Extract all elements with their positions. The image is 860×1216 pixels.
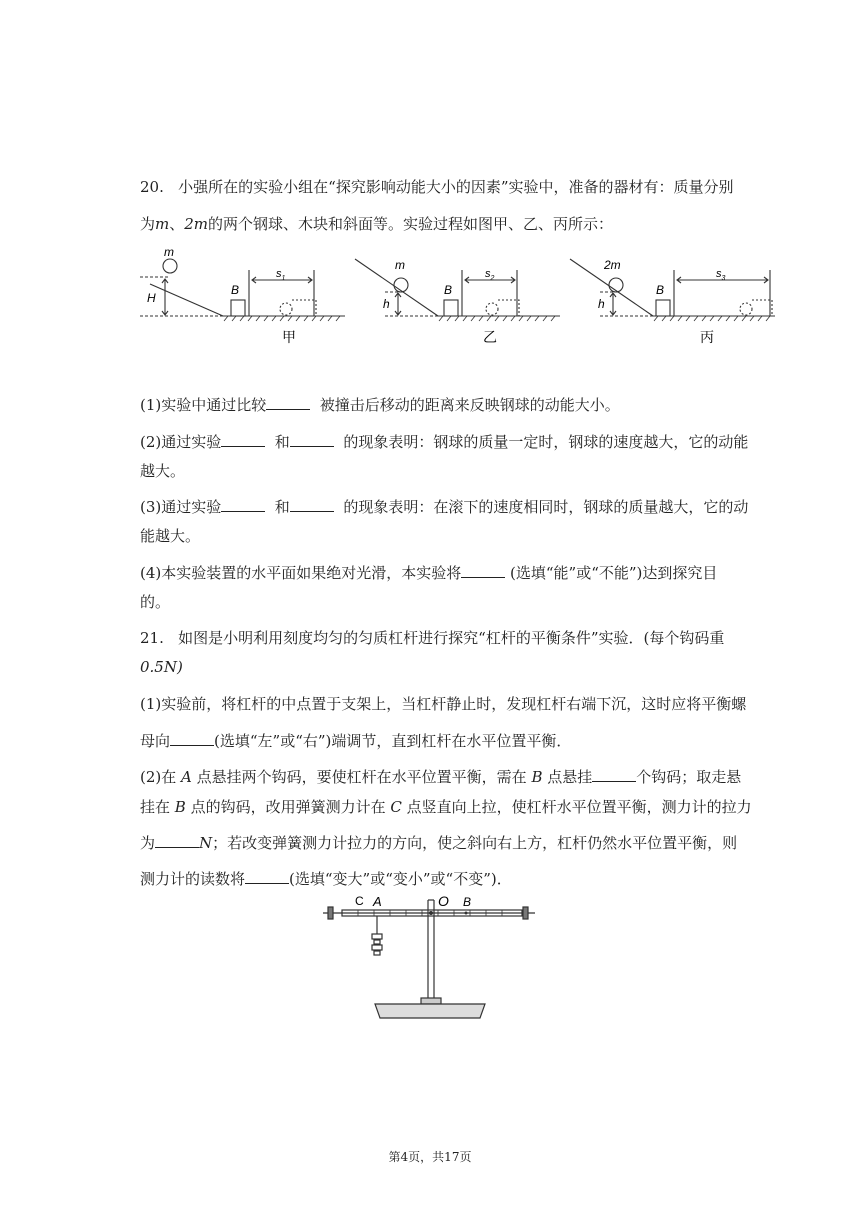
answer-blank-21-1[interactable] [170,731,214,746]
q20-text-2b: 、 [169,215,185,233]
panel-bing-caption: 丙 [700,329,714,345]
answer-blank-20-1[interactable] [266,395,310,410]
panel-bing-distance-label: $s_3$ [716,268,726,282]
q21-p2-text-c: 点悬挂 [547,768,593,786]
q20-number: 20. [140,178,164,196]
q20-mass-m: m [155,215,170,233]
answer-blank-21-2b[interactable] [155,833,199,848]
q20-part-3 [140,497,760,517]
q21-line-2 [140,657,760,677]
answer-blank-20-3b[interactable] [290,497,334,512]
answer-blank-20-2b[interactable] [290,432,334,447]
q21-point-C: C [390,798,402,816]
q20-p2-text-d: 越大。 [140,462,186,480]
panel-jia-ball-label: m [164,245,174,259]
answer-blank-20-4[interactable] [461,563,505,578]
q20-p1-text-a: (1)实验中通过比较 [140,396,267,414]
q21-p2-text-k: (选填“变大”或“变小”或“不变”)． [289,870,512,888]
q21-point-A: A [181,768,192,786]
q20-line-1 [140,177,760,197]
q21-p2-text-i: ；若改变弹簧测力计拉力的方向，使之斜向右上方，杠杆仍然水平位置平衡，则 [212,834,738,852]
q20-p4-text-b: (选填“能”或“不能”)达到探究目 [510,564,718,582]
q20-p2-text-a: (2)通过实验 [140,433,222,451]
lever-label-o: O [438,893,449,909]
q21-p2-text-f: 点的钩码，改用弹簧测力计在 [190,798,386,816]
q20-part-2 [140,432,760,452]
q21-part-2-line-4 [140,869,760,889]
q21-lever-figure [320,890,540,1022]
q20-mass-2m: 2m [184,215,209,233]
q21-p1-text-b: 母向 [140,732,171,750]
q21-number: 21. [140,629,164,647]
panel-jia [140,259,345,321]
panel-yi-height-label: h [383,297,390,311]
point-b-dot [465,912,468,915]
answer-blank-20-3a[interactable] [221,497,265,512]
panel-jia-distance-label: $s_1$ [276,268,286,282]
q21-line-1 [140,628,760,648]
q21-p2-text-d: 个钩码；取走悬 [636,768,742,786]
panel-jia-height-label: H [147,291,156,305]
q21-text-2: 0.5N) [140,658,183,676]
q21-p1-text-a: (1)实验前，将杠杆的中点置于支架上，当杠杆静止时，发现杠杆右端下沉，这时应将平衡螺 [140,695,747,713]
q21-part-2-line-2 [140,797,760,817]
q20-line-2 [140,214,760,234]
q20-text-1: 小强所在的实验小组在“探究影响动能大小的因素”实验中，准备的器材有：质量分别 [178,178,734,196]
panel-bing-block-label: B [656,283,665,297]
panel-yi-distance-label: $s_2$ [485,268,495,282]
q21-unit-N: N [199,834,213,852]
panel-bing [570,258,775,345]
q21-p2-text-a: (2)在 [140,768,177,786]
lever-label-c: C [355,894,364,908]
q21-p2-text-g: 点竖直向上拉，使杠杆水平位置平衡，测力计的拉力 [406,798,752,816]
q20-p3-text-b: 和 [274,498,290,516]
q21-p2-text-h: 为 [140,834,156,852]
answer-blank-20-2a[interactable] [221,432,265,447]
lever-label-b: B [463,895,472,909]
panel-yi [355,258,560,345]
q21-text-1: 如图是小明利用刻度均匀的匀质杠杆进行探究“杠杆的平衡条件”实验．(每个钩码重 [178,629,725,647]
panel-yi-ball-label: m [395,258,405,272]
q20-figure [140,244,780,359]
q21-part-2 [140,767,760,787]
q21-p1-text-c: (选填“左”或“右”)端调节，直到杠杆在水平位置平衡． [214,732,572,750]
q20-p4-text-a: (4)本实验装置的水平面如果绝对光滑，本实验将 [140,564,462,582]
q20-p3-text-a: (3)通过实验 [140,498,222,516]
answer-blank-21-2c[interactable] [245,869,289,884]
pivot-point [429,911,433,915]
q20-p3-text-c: 的现象表明：在滚下的速度相同时，钢球的质量越大，它的动 [343,498,749,516]
panel-jia-block-label: B [231,283,240,297]
q20-text-2c: 的两个钢球、木块和斜面等。实验过程如图甲、乙、丙所示： [208,215,614,233]
q20-part-4-cont [140,592,760,612]
panel-bing-ball-label: 2m [604,258,621,272]
q20-part-1 [140,395,760,415]
panel-jia-caption: 甲 [282,329,296,345]
q21-part-1 [140,694,760,714]
panel-yi-caption: 乙 [483,329,497,345]
panel-yi-block-label: B [444,283,453,297]
q21-p2-text-j: 测力计的读数将 [140,870,246,888]
q21-part-2-line-3 [140,833,760,853]
q20-p2-text-b: 和 [274,433,290,451]
q21-p2-text-b: 点悬挂两个钩码，要使杠杆在水平位置平衡，需在 [196,768,527,786]
q21-p2-text-e: 挂在 [140,798,171,816]
q20-p1-text-b: 被撞击后移动的距离来反映钢球的动能大小。 [319,396,620,414]
q20-p2-text-c: 的现象表明：钢球的质量一定时，钢球的速度越大，它的动能 [343,433,749,451]
q20-part-3-cont [140,526,760,546]
q21-point-B-2: B [174,798,186,816]
q21-point-B: B [531,768,543,786]
q20-text-2a: 为 [140,215,156,233]
answer-blank-21-2a[interactable] [592,767,636,782]
lever-label-a: A [373,894,382,909]
q20-part-2-cont [140,461,760,481]
q20-p4-text-c: 的。 [140,593,171,611]
panel-bing-height-label: h [598,297,605,311]
q20-part-4 [140,563,760,583]
page-footer: 第4页，共17页 [388,1150,472,1164]
q20-p3-text-d: 能越大。 [140,527,201,545]
q21-part-1-cont [140,731,760,751]
